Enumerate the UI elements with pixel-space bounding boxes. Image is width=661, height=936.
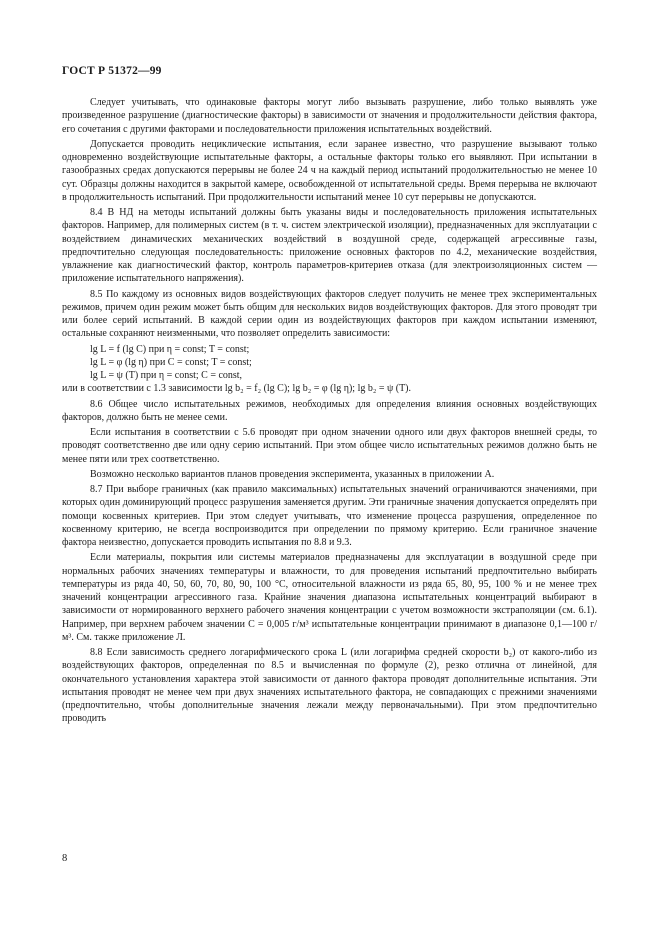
paragraph-8-5: 8.5 По каждому из основных видов воздействующих факторов следует получить не менее трех экспериментальных режимов, причем один режим может быть общим для нескольких видов воздействующих факторов. Для этого проводят три или более серий испытаний. В каждой серии один из воздействующих факторов при каждом испытании изменяют, остальные сохраняют неизменными, что позволяет определить зависимости: — [62, 288, 597, 340]
formula-line: lg L = ψ (T) при η = const; C = const, — [90, 370, 243, 381]
standard-header: ГОСТ Р 51372—99 — [62, 65, 162, 77]
document-body — [62, 96, 597, 728]
paragraph-8-6: 8.6 Общее число испытательных режимов, необходимых для определения влияния основных воздействующих факторов, должно быть не менее семи. — [62, 398, 597, 423]
formula-tail: или в соответствии с 1.3 зависимости lg b₂ = f₂ (lg C); lg b₂ = φ (lg η); lg b₂ = ψ (T). — [62, 383, 412, 395]
paragraph: Допускается проводить нециклические испытания, если заранее известно, что разрушение вызывают только одновременно воздействующие испытательные факторы, а остальные факторы только его выявляют. При испытании в газообразных средах допускаются перерывы не более 24 ч на каждый период испытаний продолжительностью не менее 10 сут. Образцы должны находится в закрытой камере, освобожденной от испытательной среды. Время перерыва не включают в продолжительность испытаний. При продолжительности испытаний менее 10 сут перерывы не допускаются. — [62, 138, 597, 203]
formula-line: lg L = φ (lg η) при C = const; T = const; — [90, 356, 252, 368]
paragraph: Следует учитывать, что одинаковые факторы могут либо вызывать разрушение, либо только выявлять уже произведенное разрушение (диагностические факторы) в зависимости от значения и продолжительности действия фактора, его сочетания с другими факторами и последовательности приложения испытательных воздействий. — [62, 97, 597, 135]
formula-line: lg L = f (lg C) при η = const; T = const; — [90, 343, 250, 355]
paragraph: Если испытания в соответствии с 5.6 проводят при одном значении одного или двух факторов внешней среды, то проводят соответственно две или одну серию испытаний. При этом общее число испытательных режимов должно быть не менее пяти или трех соответственно. — [62, 427, 597, 465]
paragraph: Если материалы, покрытия или системы материалов предназначены для эксплуатации в воздушной среде при нормальных рабочих значениях температуры и влажности, то для проведения испытаний предпочтительно выбирать температуры из ряда 40, 50, 60, 70, 80, 90, 100 °С, относительной влажности из ряда 65, 80, 95, 100 % и не менее трех значений концентрации агрессивного газа. Крайние значения диапазона испытательных концентраций выбирают в зависимости от нормированного верхнего рабочего значения концентрации с учетом возможности экстраполяции (см. 6.1). Например, при верхнем рабочем значении C = 0,005 г/м³ испытательные концентрации принимают в диапазоне 0,1—100 г/м³. См. также приложение Л. — [62, 552, 597, 643]
paragraph-8-4: 8.4 В НД на методы испытаний должны быть указаны виды и последовательность приложения испытательных факторов. Например, для полимерных систем (в т. ч. систем электрической изоляции), предназначенных для эксплуатации с воздействием динамических механических воздействий в воздушной среде, содержащей агрессивные газы, предпочтительно следующая последовательность: приложение основных факторов по 4.2, механические воздействия, увлажнение как диагностический фактор, контроль параметров-критериев отказа (для электроизоляционных систем — приложение испытательного напряжения). — [62, 207, 597, 285]
page-number: 8 — [62, 853, 68, 864]
paragraph-8-7: 8.7 При выборе граничных (как правило максимальных) испытательных значений ограничиваются значениями, при которых один доминирующий процесс разрушения заменяется другим. Эти граничные значения допускается определять при помощи косвенных критериев. При этом следует учитывать, что изменение процесса разрушения, определенное по косвенному критерию, не всегда воспроизводится при определении по прямому критерию. Если граничное значение фактора неизвестно, допускается проводить испытания по 8.8 и 9.3. — [62, 484, 597, 548]
paragraph-8-8: 8.8 Если зависимость среднего логарифмического срока L (или логарифма средней скорости b₂) от какого-либо из воздействующих факторов, определенная по 8.5 и вычисленная по формуле (2), резко отлична от линейной, для окончательного установления характера этой зависимости от данного фактора проводят дополнительные испытания. Эти испытания проводят не менее чем при двух значениях испытательного фактора, не совпадающих с прежними значениями (предпочтительно, чтобы дополнительные значения лежали между первоначальными). При этом предпочтительно проводить — [62, 647, 597, 725]
paragraph: Возможно несколько вариантов планов проведения эксперимента, указанных в приложении А. — [90, 468, 495, 480]
